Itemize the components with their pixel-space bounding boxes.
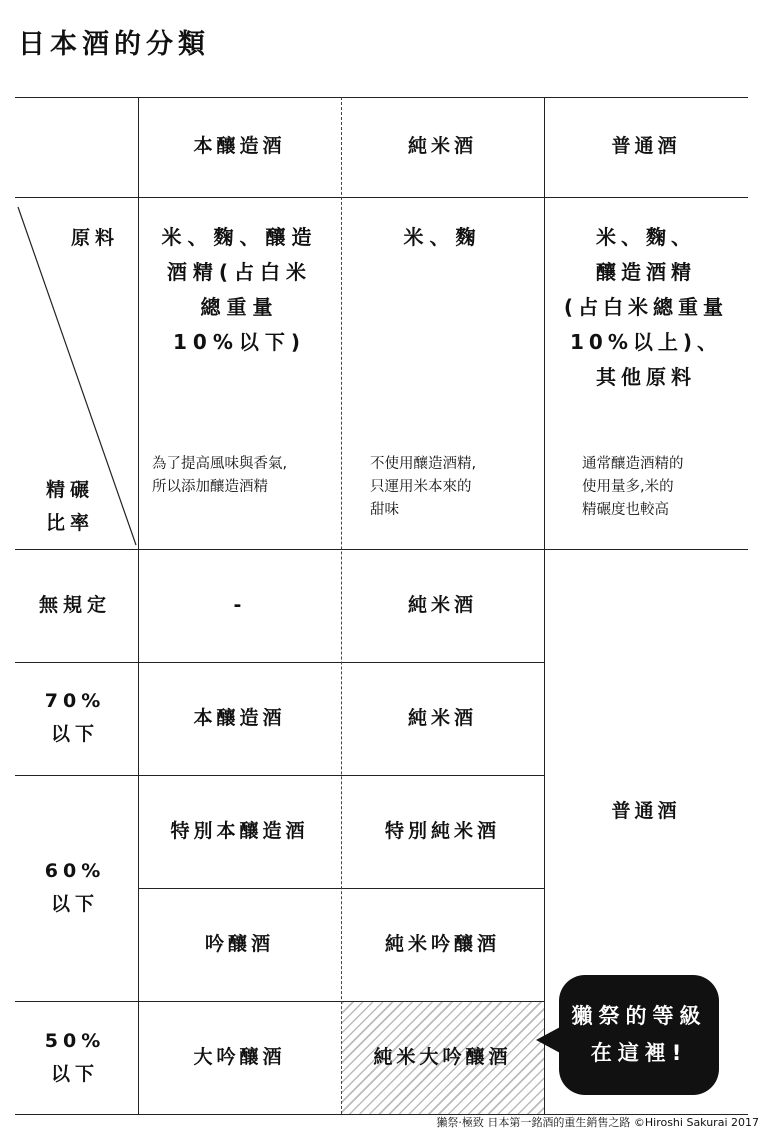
row-label-line: 50%	[44, 1030, 106, 1052]
grade-cell-honjozo: 特別本釀造酒	[170, 819, 309, 842]
grade-cell-junmai: 純米酒	[407, 593, 477, 616]
grade-cell-junmai: 特別純米酒	[384, 819, 500, 842]
note-junmai	[370, 453, 540, 522]
ingredients-line: 其他原料	[596, 365, 696, 389]
ingredients-line: 釀造酒精	[596, 260, 696, 284]
axis-label-polish	[30, 474, 110, 540]
callout-line: 獺祭的等級	[571, 1004, 707, 1028]
row-label-60	[15, 855, 135, 921]
ingredients-line: 米、麴	[403, 225, 482, 249]
note-line: 通常釀造酒精的	[582, 456, 684, 472]
note-line: 所以添加釀造酒精	[152, 479, 268, 495]
grade-cell-honjozo: 大吟釀酒	[193, 1045, 286, 1068]
footer-credit: 獺祭·極致 日本第一銘酒的重生銷售之路 ©Hiroshi Sakurai 2017	[436, 1116, 759, 1129]
grade-cell-junmai-highlight: 純米大吟釀酒	[373, 1045, 512, 1068]
row-label-line: 以下	[50, 1063, 99, 1085]
note-futsu	[582, 453, 742, 522]
ingredients-line: 總重量	[200, 295, 279, 319]
ingredients-junmai	[341, 220, 544, 255]
row-label-line: 以下	[50, 723, 99, 745]
page-title: 日本酒的分類	[18, 29, 210, 60]
ingredients-line: 10%以上)、	[569, 330, 722, 354]
ingredients-honjozo	[138, 220, 341, 360]
row-label-none	[15, 589, 135, 622]
col-header-honjozo: 本釀造酒	[193, 135, 286, 158]
grade-cell-honjozo: 本釀造酒	[193, 706, 286, 729]
note-line: 只運用米本來的	[370, 479, 472, 495]
note-line: 為了提高風味與香氣,	[152, 456, 288, 472]
ingredients-line: 米、麴、	[596, 225, 696, 249]
row-label-50	[15, 1025, 135, 1091]
row-label-70	[15, 685, 135, 751]
axis-label-polish-line1: 精碾	[45, 479, 94, 501]
ingredients-line: 10%以下)	[172, 330, 306, 354]
ingredients-line: (占白米總重量	[563, 295, 729, 319]
callout-line: 在這裡!	[590, 1041, 688, 1065]
grade-cell-honjozo: -	[233, 593, 246, 616]
ingredients-line: 米、麴、釀造	[161, 225, 318, 249]
note-line: 不使用釀造酒精,	[370, 456, 477, 472]
row-label-line: 以下	[50, 893, 99, 915]
ingredients-line: 酒精(占白米	[166, 260, 313, 284]
axis-label-ingredients: 原料	[70, 227, 119, 249]
callout-bubble	[559, 975, 719, 1095]
note-line: 精碾度也較高	[582, 502, 669, 518]
grade-cell-honjozo: 吟釀酒	[204, 932, 274, 955]
grade-cell-junmai: 純米吟釀酒	[384, 932, 500, 955]
grade-cell-futsu: 普通酒	[611, 799, 681, 822]
row-label-line: 70%	[44, 690, 106, 712]
row-label-line: 無規定	[38, 594, 111, 616]
note-line: 使用量多,米的	[582, 479, 674, 495]
col-header-futsu: 普通酒	[611, 135, 681, 158]
row-label-line: 60%	[44, 860, 106, 882]
note-honjozo	[152, 453, 337, 499]
note-line: 甜味	[370, 502, 399, 518]
grade-cell-junmai: 純米酒	[407, 706, 477, 729]
ingredients-futsu	[544, 220, 748, 395]
axis-label-polish-line2: 比率	[45, 512, 94, 534]
col-header-junmai: 純米酒	[407, 135, 477, 158]
